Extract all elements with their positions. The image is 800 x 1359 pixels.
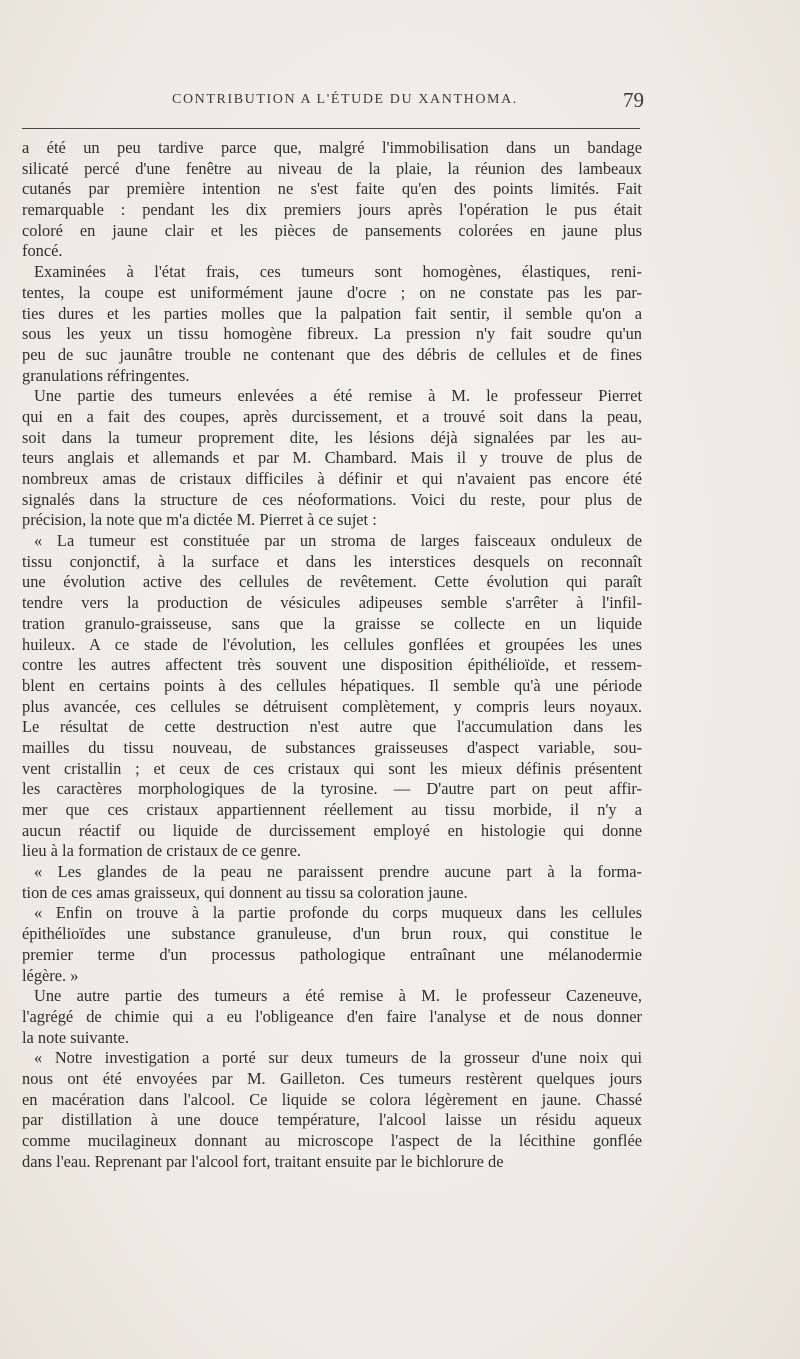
text-line: nous ont été envoyées par M. Gailleton. Ces tumeurs restèrent quelques jours xyxy=(22,1068,642,1088)
running-title: CONTRIBUTION A L'ÉTUDE DU XANTHOMA. xyxy=(172,92,518,107)
text-line: plus avancée, ces cellules se détruisent complètement, y compris leurs noyaux. xyxy=(22,696,642,716)
text-line: les caractères morphologiques de la tyrosine. — D'autre part on peut affir- xyxy=(22,779,642,799)
text-line: une évolution active des cellules de revêtement. Cette évolution qui paraît xyxy=(22,572,642,592)
text-line: comme mucilagineux donnant au microscope l'aspect de la lécithine gonflée xyxy=(22,1131,642,1150)
paragraph xyxy=(22,903,642,986)
text-line: a été un peu tardive parce que, malgré l'immobilisation dans un bandage xyxy=(22,138,642,157)
text-line: « Notre investigation a porté sur deux tumeurs de la grosseur d'une noix qui xyxy=(34,1048,642,1068)
text-line: blent en certains points à des cellules hépatiques. Il semble qu'à une période xyxy=(22,675,642,695)
text-line: foncé. xyxy=(22,241,63,261)
text-line: tendre vers la production de vésicules adipeuses semble s'arrêter à l'infil- xyxy=(22,593,642,613)
text-line: tration granulo-graisseuse, sans que la graisse se collecte en un liquide xyxy=(22,613,642,633)
text-line: granulations réfringentes. xyxy=(22,365,190,385)
paragraph xyxy=(22,138,642,262)
text-line: sous les yeux un tissu homogène fibreux. La pression n'y fait soudre qu'un xyxy=(22,324,642,344)
text-line: « La tumeur est constituée par un stroma de larges faisceaux onduleux de xyxy=(34,531,642,551)
text-line: mailles du tissu nouveau, de substances graisseuses d'aspect variable, sou- xyxy=(22,737,642,757)
text-line: la note suivante. xyxy=(22,1027,129,1047)
text-line: Examinées à l'état frais, ces tumeurs sont homogènes, élastiques, reni- xyxy=(34,262,642,282)
paragraph xyxy=(22,986,642,1048)
text-line: en macération dans l'alcool. Ce liquide se colora légèrement en jaune. Chassé xyxy=(22,1089,642,1109)
text-line: tion de ces amas graisseux, qui donnent au tissu sa coloration jaune. xyxy=(22,882,468,902)
paragraph xyxy=(22,262,642,386)
text-line: tentes, la coupe est uniformément jaune d'ocre ; on ne constate pas les par- xyxy=(22,282,642,302)
text-line: qui en a fait des coupes, après durcissement, et a trouvé soit dans la peau, xyxy=(22,406,642,426)
text-line: « Enfin on trouve à la partie profonde du corps muqueux dans les cellules xyxy=(34,903,642,923)
text-line: remarquable : pendant les dix premiers jours après l'opération le pus était xyxy=(22,200,642,220)
text-line: signalés dans la structure de ces néoformations. Voici du reste, pour plus de xyxy=(22,489,642,509)
text-line: teurs anglais et allemands et par M. Chambard. Mais il y trouve de plus de xyxy=(22,448,642,468)
text-line: lieu à la formation de cristaux de ce genre. xyxy=(22,841,301,861)
running-head xyxy=(24,88,644,114)
text-line: vent cristallin ; et ceux de ces cristaux qui sont les mieux définis présentent xyxy=(22,758,642,778)
text-line: premier terme d'un processus pathologique entraînant une mélanodermie xyxy=(22,944,642,964)
text-line: Une autre partie des tumeurs a été remise à M. le professeur Cazeneuve, xyxy=(34,986,642,1006)
text-line: coloré en jaune clair et les pièces de pansements colorées en jaune plus xyxy=(22,220,642,240)
text-line: nombreux amas de cristaux difficiles à définir et qui n'avaient pas encore été xyxy=(22,469,642,488)
text-line: précision, la note que m'a dictée M. Pierret à ce sujet : xyxy=(22,510,377,530)
text-line: Le résultat de cette destruction n'est autre que l'accumulation dans les xyxy=(22,717,642,737)
text-line: dans l'eau. Reprenant par l'alcool fort, traitant ensuite par le bichlorure de xyxy=(22,1151,504,1171)
paragraph xyxy=(22,862,642,903)
text-line: peu de suc jaunâtre trouble ne contenant que des débris de cellules et de fines xyxy=(22,344,642,364)
header-rule xyxy=(22,128,640,129)
text-line: aucun réactif ou liquide de durcissement employé en histologie qui donne xyxy=(22,820,642,840)
text-line: épithélioïdes une substance granuleuse, d'un brun roux, qui constitue le xyxy=(22,924,642,944)
text-line: mer que ces cristaux appartiennent réellement au tissu morbide, il n'y a xyxy=(22,800,642,819)
text-line: huileux. A ce stade de l'évolution, les cellules gonflées et groupées les unes xyxy=(22,634,642,654)
text-line: par distillation à une douce température, l'alcool laisse un résidu aqueux xyxy=(22,1110,642,1130)
text-line: soit dans la tumeur proprement dite, les lésions déjà signalées par les au- xyxy=(22,427,642,447)
paragraph xyxy=(22,1048,642,1172)
paragraph xyxy=(22,386,642,531)
text-line: cutanés par première intention ne s'est faite qu'en des points limités. Fait xyxy=(22,179,642,199)
paragraph xyxy=(22,531,642,862)
text-line: « Les glandes de la peau ne paraissent prendre aucune part à la forma- xyxy=(34,862,642,882)
text-line: contre les autres affectent très souvent une disposition épithélioïde, et ressem- xyxy=(22,655,642,675)
text-line: légère. » xyxy=(22,965,79,985)
text-line: Une partie des tumeurs enlevées a été remise à M. le professeur Pierret xyxy=(34,386,642,406)
text-line: tissu conjonctif, à la surface et dans les interstices desquels on reconnaît xyxy=(22,551,642,571)
page-number: 79 xyxy=(623,88,644,112)
text-line: l'agrégé de chimie qui a eu l'obligeance d'en faire l'analyse et de nous donner xyxy=(22,1006,642,1026)
text-line: silicaté percé d'une fenêtre au niveau de la plaie, la réunion des lambeaux xyxy=(22,158,642,178)
text-line: ties dures et les parties molles que la palpation fait sentir, il semble qu'on a xyxy=(22,303,642,323)
body-text xyxy=(22,138,642,1172)
